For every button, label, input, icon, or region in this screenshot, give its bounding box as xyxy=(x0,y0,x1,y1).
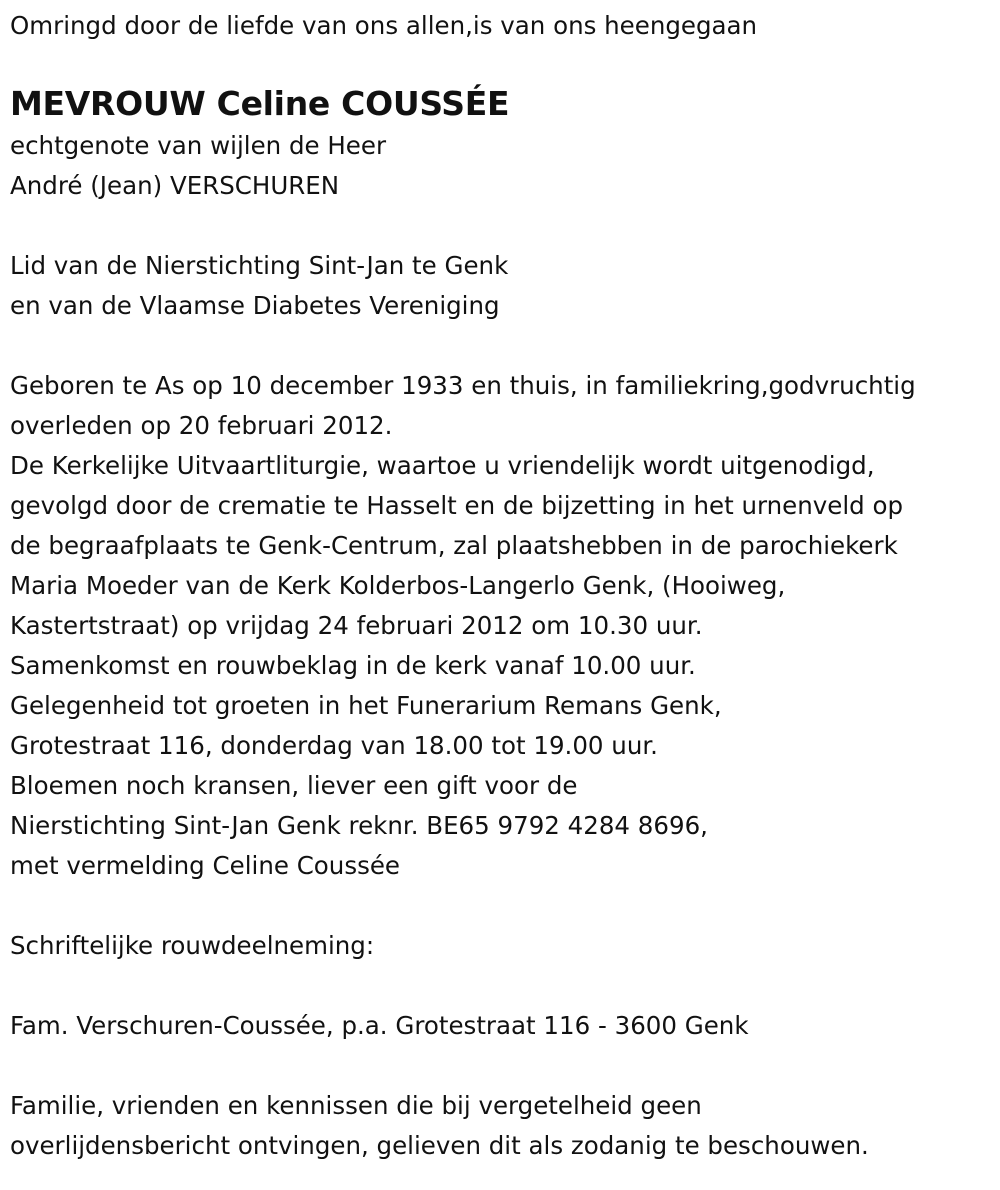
deceased-name: MEVROUW Celine COUSSÉE xyxy=(10,84,510,123)
intro-text: Omringd door de liefde van ons allen,is van ons heengegaan xyxy=(10,11,758,40)
address-section xyxy=(10,1006,995,1046)
detail-line: De Kerkelijke Uitvaartliturgie, waartoe u vriendelijk wordt uitgenodigd, xyxy=(10,451,875,480)
detail-line: gevolgd door de crematie te Hasselt en de bijzetting in het urnenveld op xyxy=(10,491,904,520)
detail-line: Nierstichting Sint-Jan Genk reknr. BE65 9792 4284 8696, xyxy=(10,811,708,840)
detail-line: met vermelding Celine Coussée xyxy=(10,851,401,880)
closing-section xyxy=(10,1086,995,1166)
detail-line: Geboren te As op 10 december 1933 en thuis, in familiekring,godvruchtig xyxy=(10,371,916,400)
condolence-section xyxy=(10,926,995,966)
detail-line: Samenkomst en rouwbeklag in de kerk vanaf 10.00 uur. xyxy=(10,651,696,680)
spouse-line: echtgenote van wijlen de Heer xyxy=(10,131,387,160)
detail-line: Grotestraat 116, donderdag van 18.00 tot 19.00 uur. xyxy=(10,731,658,760)
membership-line: en van de Vlaamse Diabetes Vereniging xyxy=(10,291,500,320)
spouse-line: André (Jean) VERSCHUREN xyxy=(10,171,340,200)
closing-line: overlijdensbericht ontvingen, gelieven dit als zodanig te beschouwen. xyxy=(10,1131,869,1160)
detail-line: de begraafplaats te Genk-Centrum, zal plaatshebben in de parochiekerk xyxy=(10,531,898,560)
memberships-section xyxy=(10,246,995,326)
condolence-label: Schriftelijke rouwdeelneming: xyxy=(10,931,375,960)
family-address: Fam. Verschuren-Coussée, p.a. Grotestraat 116 - 3600 Genk xyxy=(10,1011,749,1040)
membership-line: Lid van de Nierstichting Sint-Jan te Genk xyxy=(10,251,509,280)
detail-line: Bloemen noch kransen, liever een gift voor de xyxy=(10,771,578,800)
detail-line: Kastertstraat) op vrijdag 24 februari 2012 om 10.30 uur. xyxy=(10,611,703,640)
spouse-section xyxy=(10,126,995,206)
detail-line: Maria Moeder van de Kerk Kolderbos-Langerlo Genk, (Hooiweg, xyxy=(10,571,786,600)
detail-line: Gelegenheid tot groeten in het Funerarium Remans Genk, xyxy=(10,691,722,720)
obituary-notice xyxy=(10,6,995,1166)
detail-line: overleden op 20 februari 2012. xyxy=(10,411,393,440)
details-section xyxy=(10,366,995,886)
closing-line: Familie, vrienden en kennissen die bij vergetelheid geen xyxy=(10,1091,702,1120)
